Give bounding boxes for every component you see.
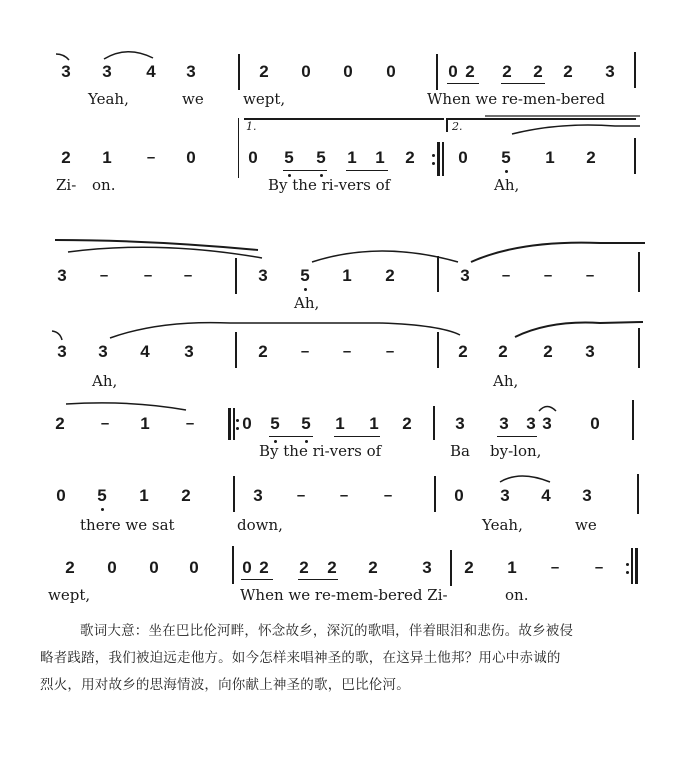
repeat-end-dots <box>432 150 436 168</box>
note: 5 <box>284 148 294 167</box>
note: 2 <box>464 558 474 577</box>
lyric: we <box>182 90 204 108</box>
slur <box>515 322 643 337</box>
note: 4 <box>146 62 156 81</box>
barline <box>637 474 639 514</box>
note: 2 <box>299 558 309 577</box>
note: 3 <box>186 62 196 81</box>
dash: – <box>383 487 393 504</box>
dash: – <box>339 487 349 504</box>
note: 0 <box>107 558 117 577</box>
note: 3 <box>542 414 552 433</box>
note: 4 <box>541 486 551 505</box>
note: 1 <box>369 414 379 433</box>
lyric: By the ri-vers of <box>259 442 382 460</box>
note: 0 <box>454 486 464 505</box>
lyric: down, <box>237 516 283 534</box>
note: 3 <box>422 558 432 577</box>
note: 2 <box>65 558 75 577</box>
final-barline <box>635 548 638 584</box>
note: 2 <box>498 342 508 361</box>
note: 3 <box>253 486 263 505</box>
eighth-beam <box>298 579 338 580</box>
note: 0 <box>301 62 311 81</box>
note: 3 <box>57 266 67 285</box>
tie-continuation <box>52 331 62 340</box>
note: 0 <box>448 62 458 81</box>
lyric: on. <box>505 586 529 604</box>
note: 2 <box>502 62 512 81</box>
volta-1-label: 1. <box>246 120 257 133</box>
note: 3 <box>102 62 112 81</box>
dash: – <box>183 267 193 284</box>
slur <box>471 243 645 262</box>
eighth-beam <box>497 436 537 437</box>
note: 3 <box>582 486 592 505</box>
dash: – <box>300 343 310 360</box>
note: 1 <box>347 148 357 167</box>
volta-2-bracket <box>446 118 448 132</box>
barline <box>233 408 235 440</box>
lyric: wept, <box>243 90 286 108</box>
note: 5 <box>270 414 280 433</box>
barline <box>638 252 640 292</box>
note: 3 <box>98 342 108 361</box>
barline <box>238 54 240 90</box>
note: 3 <box>61 62 71 81</box>
lower-octave-dot <box>101 508 104 511</box>
lyric: there we sat <box>80 516 175 534</box>
slur <box>110 323 460 338</box>
note: 0 <box>386 62 396 81</box>
note: 3 <box>455 414 465 433</box>
slur <box>512 125 640 134</box>
note: 2 <box>402 414 412 433</box>
barline <box>442 142 444 176</box>
note: 1 <box>342 266 352 285</box>
slur <box>66 403 186 410</box>
barline <box>631 548 633 584</box>
note: 2 <box>327 558 337 577</box>
note: 2 <box>543 342 553 361</box>
lyric: Zi- <box>56 176 77 194</box>
barline <box>634 52 636 88</box>
note: 3 <box>460 266 470 285</box>
tie-continuation <box>56 54 69 60</box>
lower-octave-dot <box>304 288 307 291</box>
dash: – <box>143 267 153 284</box>
note: 2 <box>405 148 415 167</box>
note: 0 <box>458 148 468 167</box>
eighth-beam <box>447 83 479 84</box>
barline <box>634 138 636 174</box>
note: 2 <box>258 342 268 361</box>
eighth-beam <box>346 170 388 171</box>
barline <box>434 476 436 512</box>
note: 1 <box>139 486 149 505</box>
dash: – <box>99 267 109 284</box>
lyric: on. <box>92 176 116 194</box>
note: 5 <box>300 266 310 285</box>
note: 2 <box>385 266 395 285</box>
note: 3 <box>499 414 509 433</box>
repeat-end-dots <box>626 559 630 577</box>
note: 2 <box>586 148 596 167</box>
note: 5 <box>97 486 107 505</box>
note: 1 <box>140 414 150 433</box>
eighth-beam <box>334 436 380 437</box>
note: 3 <box>184 342 194 361</box>
note: 1 <box>102 148 112 167</box>
barline <box>437 332 439 368</box>
barline <box>235 258 237 294</box>
dash: – <box>594 559 604 576</box>
lyric: Yeah, <box>88 90 129 108</box>
note: 2 <box>61 148 71 167</box>
translation-line-2: 略者践踏，我们被迫远走他方。如今怎样来唱神圣的歌，在这异土他邦？用心中赤诚的 <box>40 650 561 666</box>
lyric: When we re-mem-bered Zi- <box>240 586 448 604</box>
dash: – <box>385 343 395 360</box>
repeat-barline <box>437 142 440 176</box>
note: 2 <box>563 62 573 81</box>
barline <box>235 332 237 368</box>
note: 5 <box>501 148 511 167</box>
eighth-beam <box>501 83 545 84</box>
note: 2 <box>181 486 191 505</box>
note: 2 <box>458 342 468 361</box>
barline <box>437 256 439 292</box>
note: 0 <box>590 414 600 433</box>
dash: – <box>585 267 595 284</box>
eighth-beam <box>269 436 313 437</box>
note: 3 <box>526 414 536 433</box>
lyric: Ah, <box>493 372 519 390</box>
lyric: Ah, <box>294 294 320 312</box>
tie <box>539 407 556 412</box>
slur <box>104 52 153 59</box>
note: 0 <box>149 558 159 577</box>
slur <box>500 476 550 482</box>
lyric: wept, <box>48 586 91 604</box>
barline <box>233 476 235 512</box>
dash: – <box>550 559 560 576</box>
barline <box>632 400 634 440</box>
note: 1 <box>335 414 345 433</box>
volta-2-line <box>446 118 636 120</box>
dash: – <box>185 415 195 432</box>
barline <box>638 328 640 368</box>
note: 4 <box>140 342 150 361</box>
lyrics-translation <box>40 618 640 699</box>
dash: – <box>146 149 156 166</box>
lyric: by-lon, <box>490 442 542 460</box>
note: 3 <box>500 486 510 505</box>
slur <box>55 240 258 250</box>
note: 0 <box>186 148 196 167</box>
note: 5 <box>316 148 326 167</box>
note: 0 <box>242 558 252 577</box>
lyric: Ah, <box>494 176 520 194</box>
barline <box>436 54 438 90</box>
lyric: By the ri-vers of <box>268 176 391 194</box>
note: 0 <box>242 414 252 433</box>
note: 0 <box>248 148 258 167</box>
eighth-beam <box>283 170 327 171</box>
note: 3 <box>258 266 268 285</box>
note: 1 <box>507 558 517 577</box>
note: 2 <box>533 62 543 81</box>
note: 1 <box>375 148 385 167</box>
note: 2 <box>368 558 378 577</box>
note: 2 <box>465 62 475 81</box>
repeat-barline <box>228 408 231 440</box>
barline <box>232 546 234 584</box>
dash: – <box>296 487 306 504</box>
dash: – <box>100 415 110 432</box>
volta-1-line <box>244 118 444 120</box>
lyric: Yeah, <box>482 516 523 534</box>
dash: – <box>543 267 553 284</box>
note: 3 <box>585 342 595 361</box>
translation-line-3: 烈火，用对故乡的思海情波，向你献上神圣的歌，巴比伦河。 <box>40 677 410 693</box>
note: 2 <box>55 414 65 433</box>
slur <box>68 247 262 258</box>
note: 3 <box>605 62 615 81</box>
barline <box>433 406 435 440</box>
lyric: When we re-men-bered <box>427 90 605 108</box>
barline <box>450 550 452 586</box>
lyric: Ba <box>450 442 470 460</box>
dash: – <box>501 267 511 284</box>
volta-2-label: 2. <box>452 120 463 133</box>
dash: – <box>342 343 352 360</box>
eighth-beam <box>241 579 273 580</box>
note: 2 <box>259 62 269 81</box>
lyric: Ah, <box>92 372 118 390</box>
translation-line-1: 歌词大意：坐在巴比伦河畔，怀念故乡，深沉的歌唱，伴着眼泪和悲伤。故乡被侵 <box>80 623 574 639</box>
note: 0 <box>56 486 66 505</box>
note: 0 <box>343 62 353 81</box>
lyric: we <box>575 516 597 534</box>
lower-octave-dot <box>505 170 508 173</box>
note: 3 <box>57 342 67 361</box>
note: 5 <box>301 414 311 433</box>
note: 0 <box>189 558 199 577</box>
note: 1 <box>545 148 555 167</box>
note: 2 <box>259 558 269 577</box>
